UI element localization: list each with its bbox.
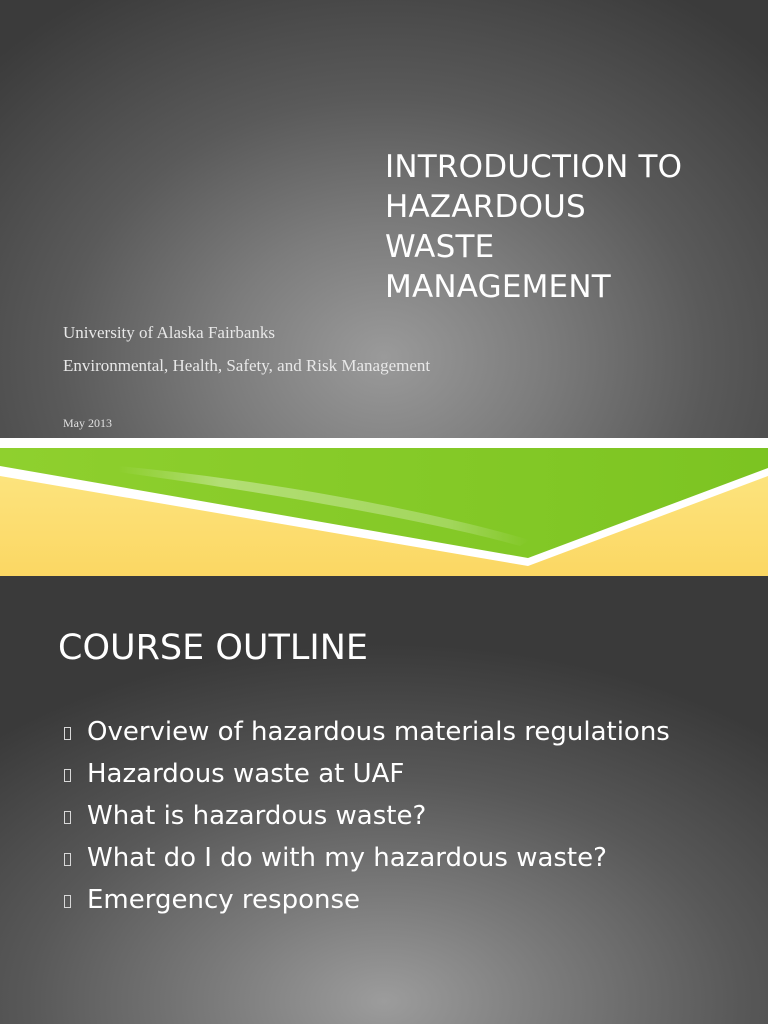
outline-list xyxy=(62,714,742,924)
presentation-date: May 2013 xyxy=(63,416,112,430)
list-item-text: What is hazardous waste? xyxy=(87,801,427,831)
list-item xyxy=(62,798,742,835)
bullet-icon xyxy=(62,756,87,793)
bullet-icon xyxy=(62,714,87,751)
course-outline-slide xyxy=(0,576,768,1024)
list-item xyxy=(62,882,742,919)
list-item-text: Emergency response xyxy=(87,885,360,915)
bullet-icon xyxy=(62,882,87,919)
title-line: HAZARDOUS xyxy=(385,189,586,225)
slide-title xyxy=(385,147,755,307)
list-item-text: Overview of hazardous materials regulations xyxy=(87,717,670,747)
decorative-chevron-band xyxy=(0,438,768,576)
slide-title: COURSE OUTLINE xyxy=(58,628,369,668)
bullet-icon xyxy=(62,840,87,877)
bullet-icon xyxy=(62,798,87,835)
department-name: Environmental, Health, Safety, and Risk Management xyxy=(63,356,431,375)
list-item xyxy=(62,714,742,751)
list-item xyxy=(62,840,742,877)
list-item-text: What do I do with my hazardous waste? xyxy=(87,843,607,873)
title-line: INTRODUCTION TO xyxy=(385,149,683,185)
list-item xyxy=(62,756,742,793)
organization-name: University of Alaska Fairbanks xyxy=(63,323,275,342)
list-item-text: Hazardous waste at UAF xyxy=(87,759,405,789)
title-line: WASTE xyxy=(385,229,495,265)
title-line: MANAGEMENT xyxy=(385,269,611,305)
